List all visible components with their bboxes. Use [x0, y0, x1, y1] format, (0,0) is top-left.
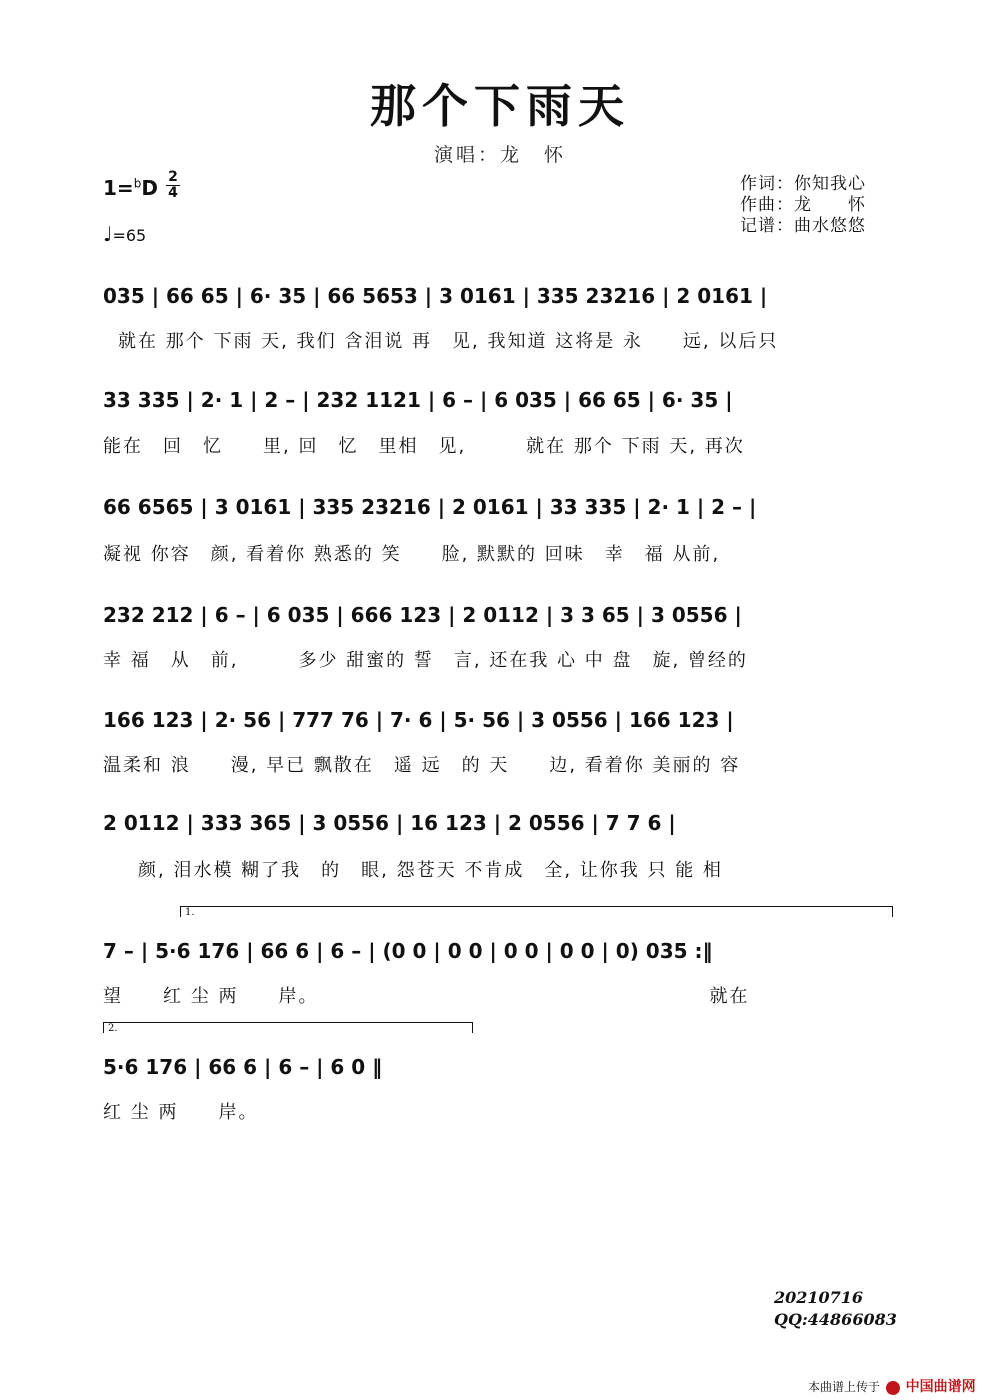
site-logo-icon — [886, 1381, 900, 1395]
score-line-8 — [103, 1050, 483, 1084]
first-ending-bracket — [180, 906, 893, 917]
stamp-qq: QQ:44866083 — [774, 1310, 897, 1329]
notation-line-8: 5·6 176 | 66 6 | 6 – | 6 0 ‖ — [103, 1055, 383, 1079]
singer-line: 演唱：龙 怀 — [433, 144, 566, 166]
tempo-value: =65 — [112, 226, 147, 245]
second-ending-label: 2. — [108, 1023, 118, 1034]
notation-line-6: 2 0112 | 333 365 | 3 0556 | 16 123 | 2 0556 | 7 7 6 | — [103, 811, 676, 835]
transcription-stamp — [774, 1287, 897, 1331]
credits — [740, 174, 866, 237]
footer-text: 本曲谱上传于 — [808, 1380, 881, 1394]
score-line-1 — [103, 279, 897, 313]
second-ending-bracket — [103, 1022, 473, 1033]
key-signature — [103, 176, 158, 200]
stamp-date: 20210716 — [774, 1288, 864, 1307]
lyricist-credit: 作词：你知我心 — [740, 174, 866, 194]
score-line-2 — [103, 383, 897, 417]
score-line-5 — [103, 703, 897, 737]
composer-credit: 作曲：龙 怀 — [740, 195, 866, 215]
lyric-line-1: 就在 那个 下雨 天, 我们 含泪说 再 见, 我知道 这将是 永 远, 以后只 — [118, 331, 779, 352]
notation-line-7: 7 – | 5·6 176 | 66 6 | 6 – | (0 0 | 0 0 | 0 0 | 0 0 | 0) 035 :‖ — [103, 939, 713, 963]
song-title: 那个下雨天 — [370, 79, 630, 133]
meter-bottom: 4 — [168, 185, 178, 201]
meter-top: 2 — [168, 169, 178, 185]
score-line-6 — [103, 806, 897, 840]
key-base: 1= — [103, 176, 134, 200]
key-tonic: D — [141, 176, 158, 200]
score-line-4 — [103, 598, 897, 632]
lyric-line-5: 温柔和 浪 漫, 早已 飘散在 遥 远 的 天 边, 看着你 美丽的 容 — [103, 755, 741, 776]
footer-brand[interactable]: 中国曲谱网 — [905, 1379, 976, 1395]
notation-line-4: 232 212 | 6 – | 6 035 | 666 123 | 2 0112 | 3 3 65 | 3 0556 | — [103, 603, 742, 627]
notation-line-2: 33 335 | 2· 1 | 2 – | 232 1121 | 6 – | 6 035 | 66 65 | 6· 35 | — [103, 388, 733, 412]
first-ending-label: 1. — [185, 907, 195, 918]
notation-line-3: 66 6565 | 3 0161 | 335 23216 | 2 0161 | 33 335 | 2· 1 | 2 – | — [103, 495, 757, 519]
score-line-3 — [103, 490, 897, 524]
time-signature — [166, 170, 180, 201]
lyric-line-6: 颜, 泪水模 糊了我 的 眼, 怨苍天 不肯成 全, 让你我 只 能 相 — [118, 860, 723, 881]
notation-line-5: 166 123 | 2· 56 | 777 76 | 7· 6 | 5· 56 | 3 0556 | 166 123 | — [103, 708, 734, 732]
quarter-note-icon: ♩ — [103, 222, 113, 246]
footer — [808, 1376, 976, 1396]
lyric-line-8: 红 尘 两 岸。 — [103, 1102, 259, 1123]
flat-sign: b — [133, 176, 142, 191]
lyric-line-7: 望 红 尘 两 岸。 就在 — [103, 986, 750, 1007]
lyric-line-4: 幸 福 从 前, 多少 甜蜜的 誓 言, 还在我 心 中 盘 旋, 曾经的 — [103, 650, 748, 671]
lyric-line-2: 能在 回 忆 里, 回 忆 里相 见, 就在 那个 下雨 天, 再次 — [103, 436, 745, 457]
tempo-marking — [103, 222, 146, 246]
transcriber-credit: 记谱：曲水悠悠 — [740, 216, 866, 236]
notation-line-1: 035 | 66 65 | 6· 35 | 66 5653 | 3 0161 | 335 23216 | 2 0161 | — [103, 284, 768, 308]
lyric-line-3: 凝视 你容 颜, 看着你 熟悉的 笑 脸, 默默的 回味 幸 福 从前, — [103, 544, 721, 565]
score-line-7 — [103, 934, 897, 968]
